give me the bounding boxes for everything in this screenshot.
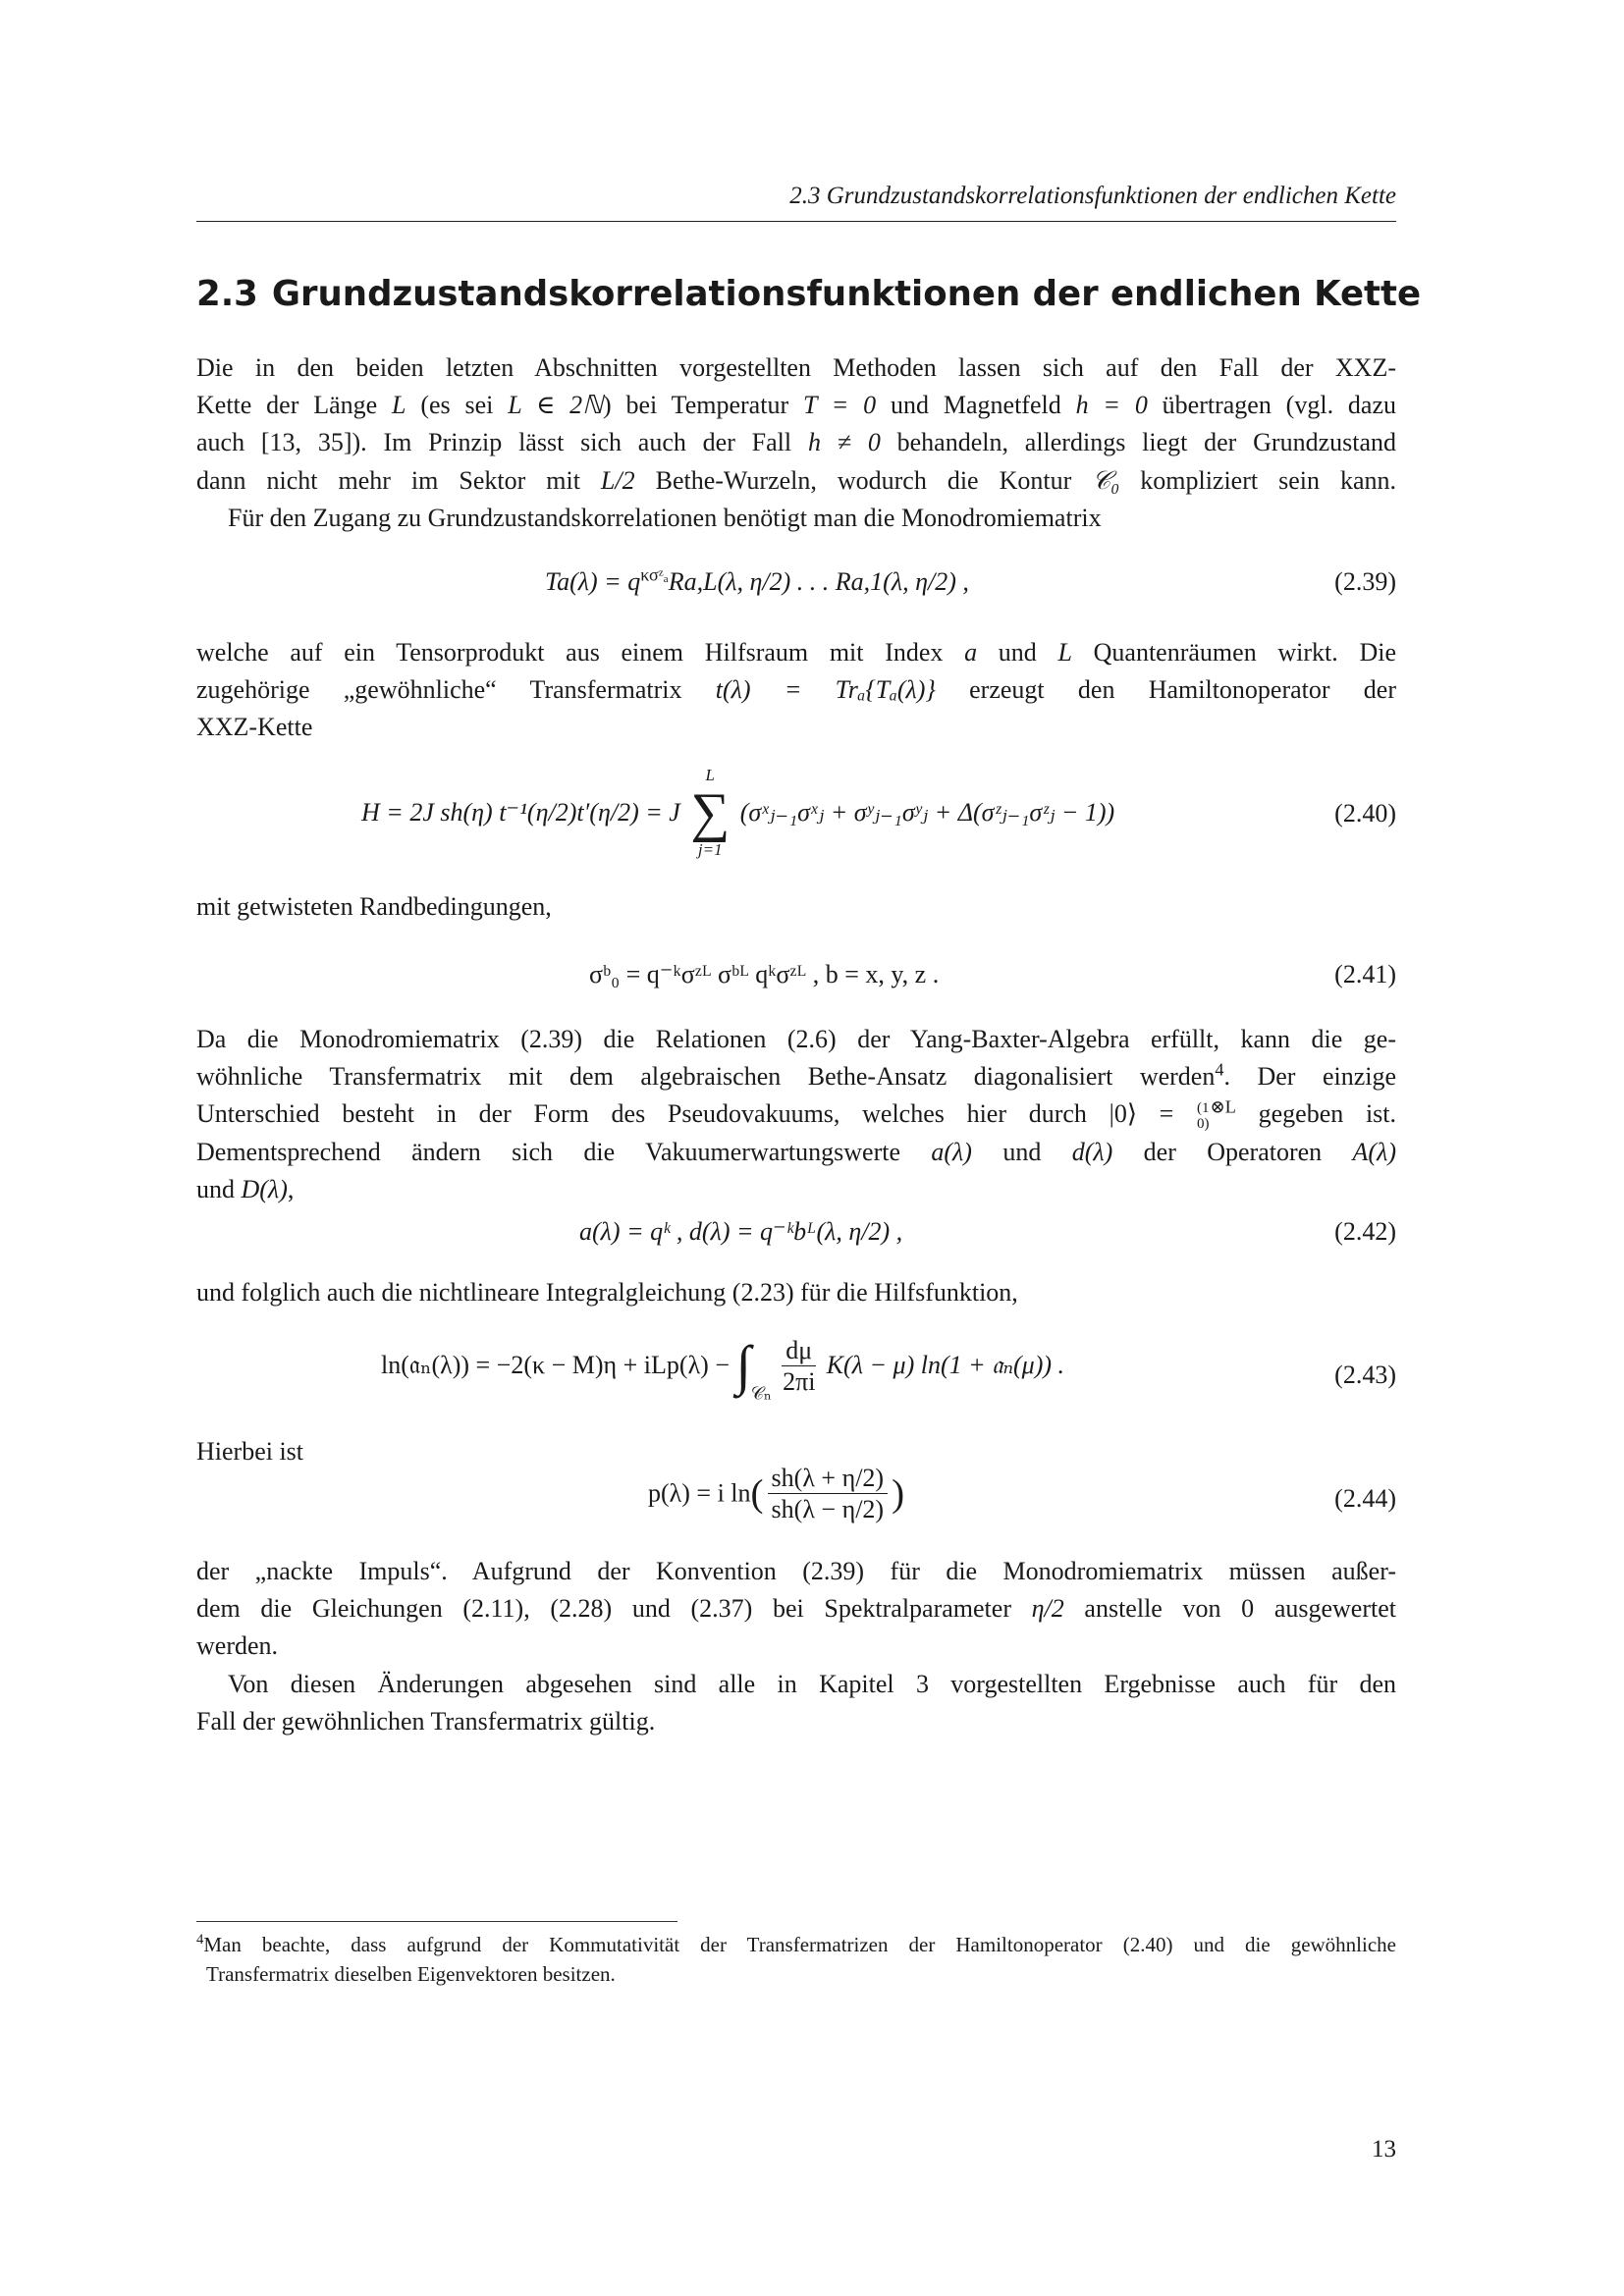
- equation-body: σᵇ₀ = q⁻ᵏσᶻᴸ σᵇᴸ qᵏσᶻᴸ , b = x, y, z .: [589, 960, 940, 988]
- equation-2-40: [196, 766, 1396, 874]
- summation-symbol: L ∑ j=1: [690, 766, 731, 859]
- fraction: $\frac{sh(\lambda + \eta/2)}{sh(\lambda - \eta/2)}$: [768, 1463, 889, 1524]
- text-line: Unterschied besteht in der Form des Pseudovakuums, welches hier durch |0⟩ = (1 0)$^{\otimes L}$ gegeben ist.: [196, 1096, 1397, 1133]
- equation-2-39: [196, 564, 1396, 607]
- running-head: 2.3 Grundzustandskorrelationsfunktionen der endlichen Kette: [789, 183, 1396, 209]
- section-title: Grundzustandskorrelationsfunktionen der endlichen Kette: [271, 274, 1422, 314]
- text-line: zugehörige „gewöhnliche“ Transfermatrix t(λ) = Trₐ{Tₐ(λ)} erzeugt den Hamiltonoperator der: [196, 675, 1397, 705]
- text-line: Hierbei ist: [196, 1437, 304, 1466]
- text-line: Da die Monodromiematrix (2.39) die Relationen (2.6) der Yang-Baxter-Algebra erfüllt, kann die ge-: [196, 1025, 1396, 1053]
- section-heading: [196, 271, 1421, 318]
- footnote-line: Transfermatrix dieselben Eigenvektoren besitzen.: [206, 1962, 616, 1986]
- text-line: wöhnliche Transfermatrix mit dem algebraischen Bethe-Ansatz diagonalisiert werden$^4$. Der einzige: [196, 1059, 1397, 1092]
- equation-number: (2.41): [1334, 960, 1396, 988]
- paragraph-conclusion: [196, 1666, 1396, 1740]
- header-rule: [196, 221, 1396, 222]
- section-number: 2.3: [196, 274, 258, 314]
- equation-number: (2.40): [1334, 799, 1396, 828]
- equation-number: (2.43): [1334, 1361, 1396, 1389]
- text-line: der „nackte Impuls“. Aufgrund der Konvention (2.39) für die Monodromiematrix müssen außer-: [196, 1557, 1396, 1585]
- text-line: Fall der gewöhnlichen Transfermatrix gültig.: [196, 1707, 656, 1736]
- paragraph-intro: [196, 349, 1396, 537]
- equation-number: (2.42): [1334, 1217, 1396, 1246]
- footnote-rule: [196, 1921, 677, 1922]
- paragraph-pseudovacuum: [196, 1021, 1396, 1208]
- text-line: dann nicht mehr im Sektor mit L/2 Bethe-Wurzeln, wodurch die Kontur 𝒞₀ kompliziert sein kann.: [196, 465, 1397, 495]
- footnote-mark: 4: [196, 1932, 204, 1948]
- text-line: werden.: [196, 1631, 279, 1661]
- paragraph-momentum: [196, 1553, 1396, 1666]
- text-line: Für den Zugang zu Grundzustandskorrelationen benötigt man die Monodromiematrix: [228, 503, 1102, 532]
- footnote-ref: 4: [1215, 1059, 1224, 1080]
- vector-binomial: (1 0): [1197, 1100, 1210, 1133]
- text-line: und D(λ),: [196, 1174, 295, 1203]
- page-number: 13: [1372, 2136, 1396, 2163]
- text-line: Dementsprechend ändern sich die Vakuumerwartungswerte a(λ) und d(λ) der Operatoren A(λ): [196, 1137, 1397, 1166]
- equation-number: (2.44): [1334, 1484, 1396, 1513]
- text-line: Von diesen Änderungen abgesehen sind alle in Kapitel 3 vorgestellten Ergebnisse auch für den: [228, 1670, 1396, 1698]
- paragraph-integral: [196, 1274, 1396, 1311]
- equation-body: a(λ) = qᵏ , d(λ) = q⁻ᵏbᴸ(λ, η/2) ,: [579, 1217, 903, 1246]
- footnote: [196, 1930, 1396, 1989]
- equation-number: (2.39): [1334, 567, 1396, 596]
- text-line: dem die Gleichungen (2.11), (2.28) und (2.37) bei Spektralparameter η/2 anstelle von 0 ausgewertet: [196, 1594, 1396, 1624]
- text-line: mit getwisteten Randbedingungen,: [196, 892, 552, 921]
- text-line: XXZ-Kette: [196, 713, 313, 742]
- paragraph-transfer: [196, 634, 1396, 747]
- equation-body: ln(𝔞ₙ(λ)) = $-2(\kappa - M)\eta + iLp(\lambda) - \int_{𝒞_n}$ $\frac{d\mu}{2\pi i}$ K(λ − μ) ln(1 + 𝔞ₙ(μ)) .: [381, 1335, 1065, 1404]
- text-line: welche auf ein Tensorprodukt aus einem Hilfsraum mit Index a und L Quantenräumen wirkt. Die: [196, 638, 1396, 667]
- equation-2-43: [196, 1335, 1396, 1423]
- footnote-line: $^4$Man beachte, dass aufgrund der Kommutativität der Transfermatrizen der Hamiltonoperator (2.40) und die gewöhnliche: [196, 1932, 1396, 1956]
- text-line: und folglich auch die nichtlineare Integralgleichung (2.23) für die Hilfsfunktion,: [196, 1278, 1018, 1307]
- equation-2-41: [196, 960, 1396, 999]
- equation-body: H = 2J sh(η) t⁻¹(η/2)t′(η/2) = J L ∑ j=1 (σˣⱼ₋₁σˣⱼ + σʸⱼ₋₁σʸⱼ + Δ(σᶻⱼ₋₁σᶻⱼ − 1)): [361, 766, 1115, 859]
- equation-body: $Ta(\lambda) = q^{\kappa\sigma ᶻ_a}Ra,L(\lambda$, η/2) . . . Ra,1(λ, η/2) ,: [545, 564, 969, 596]
- equation-2-42: [196, 1217, 1396, 1256]
- fraction: $\frac{d\mu}{2\pi i}$: [783, 1336, 816, 1397]
- text-line: Die in den beiden letzten Abschnitten vorgestellten Methoden lassen sich auf den Fall der XXZ-: [196, 353, 1396, 382]
- equation-body: p(λ) = i ln( $\frac{sh(\lambda + \eta/2)}{sh(\lambda - \eta/2)}$ ): [648, 1464, 905, 1524]
- integral-symbol: ∫: [735, 1335, 751, 1397]
- paragraph-boundary: [196, 888, 1396, 926]
- text-line: Kette der Länge L (es sei L ∈ 2ℕ) bei Temperatur T = 0 und Magnetfeld h = 0 übertragen (vgl. dazu: [196, 391, 1396, 420]
- equation-2-44: [196, 1463, 1396, 1541]
- text-line: auch [13, 35]). Im Prinzip lässt sich auch der Fall h ≠ 0 behandeln, allerdings liegt der Grundzustand: [196, 428, 1396, 457]
